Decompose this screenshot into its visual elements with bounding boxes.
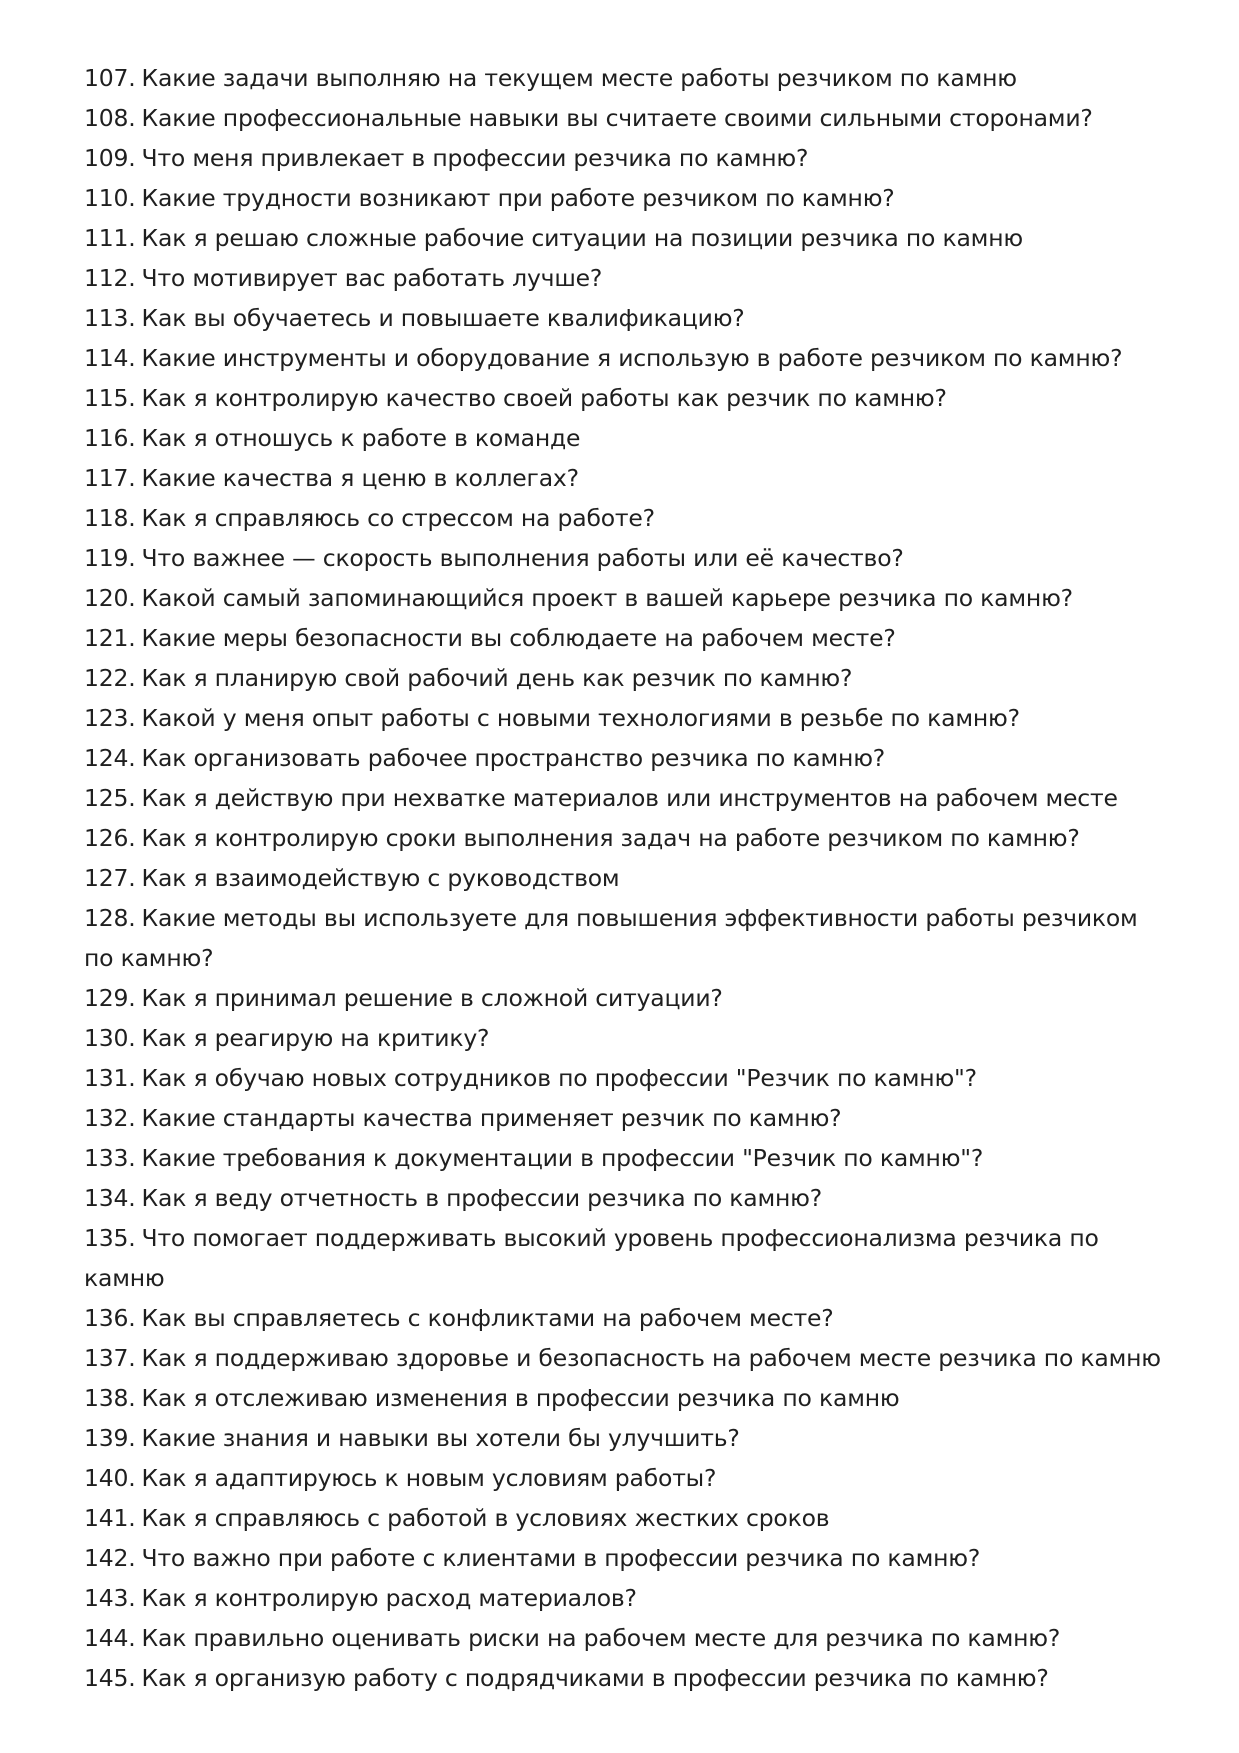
question-list: [84, 58, 1174, 1698]
list-item: [84, 58, 1174, 98]
list-item: [84, 1658, 1174, 1698]
list-item: [84, 1338, 1174, 1378]
question-number: 119.: [84, 544, 136, 572]
question-number: 140.: [84, 1464, 136, 1492]
list-item: [84, 138, 1174, 178]
question-text: Как я отношусь к работе в команде: [141, 424, 581, 452]
question-text: Как я планирую свой рабочий день как резчик по камню?: [141, 664, 853, 692]
list-item: [84, 898, 1174, 978]
question-text: Какие трудности возникают при работе резчиком по камню?: [141, 184, 895, 212]
question-number: 121.: [84, 624, 136, 652]
question-text: Как вы обучаетесь и повышаете квалификацию?: [141, 304, 745, 332]
question-number: 144.: [84, 1624, 136, 1652]
question-number: 137.: [84, 1344, 136, 1372]
question-text: Какие меры безопасности вы соблюдаете на рабочем месте?: [141, 624, 896, 652]
list-item: [84, 258, 1174, 298]
question-number: 114.: [84, 344, 136, 372]
question-number: 145.: [84, 1664, 136, 1692]
list-item: [84, 658, 1174, 698]
question-number: 132.: [84, 1104, 136, 1132]
question-text: Как я веду отчетность в профессии резчика по камню?: [141, 1184, 823, 1212]
question-text: Какие задачи выполняю на текущем месте работы резчиком по камню: [141, 64, 1017, 92]
question-text: Что меня привлекает в профессии резчика по камню?: [141, 144, 809, 172]
question-number: 122.: [84, 664, 136, 692]
list-item: [84, 1578, 1174, 1618]
question-number: 123.: [84, 704, 136, 732]
question-number: 118.: [84, 504, 136, 532]
question-number: 136.: [84, 1304, 136, 1332]
question-text: Какие профессиональные навыки вы считаете своими сильными сторонами?: [141, 104, 1093, 132]
question-number: 138.: [84, 1384, 136, 1412]
question-number: 141.: [84, 1504, 136, 1532]
list-item: [84, 578, 1174, 618]
question-text: Какие методы вы используете для повышения эффективности работы резчиком по камню?: [84, 904, 1138, 972]
list-item: [84, 778, 1174, 818]
question-number: 139.: [84, 1424, 136, 1452]
question-number: 143.: [84, 1584, 136, 1612]
question-number: 134.: [84, 1184, 136, 1212]
list-item: [84, 538, 1174, 578]
list-item: [84, 1458, 1174, 1498]
list-item: [84, 1058, 1174, 1098]
question-number: 135.: [84, 1224, 136, 1252]
list-item: [84, 498, 1174, 538]
question-text: Какой самый запоминающийся проект в вашей карьере резчика по камню?: [141, 584, 1073, 612]
question-number: 110.: [84, 184, 136, 212]
question-number: 142.: [84, 1544, 136, 1572]
document-page: [84, 58, 1174, 1698]
list-item: [84, 218, 1174, 258]
question-number: 107.: [84, 64, 136, 92]
question-text: Как я отслеживаю изменения в профессии резчика по камню: [141, 1384, 900, 1412]
question-text: Как я справляюсь с работой в условиях жестких сроков: [141, 1504, 830, 1532]
question-number: 133.: [84, 1144, 136, 1172]
list-item: [84, 1378, 1174, 1418]
list-item: [84, 1538, 1174, 1578]
question-text: Как я контролирую качество своей работы как резчик по камню?: [141, 384, 947, 412]
question-text: Что помогает поддерживать высокий уровень профессионализма резчика по камню: [84, 1224, 1099, 1292]
question-text: Какой у меня опыт работы с новыми технологиями в резьбе по камню?: [141, 704, 1020, 732]
question-text: Что важно при работе с клиентами в профессии резчика по камню?: [141, 1544, 981, 1572]
question-text: Какие требования к документации в профессии "Резчик по камню"?: [141, 1144, 984, 1172]
question-text: Как вы справляетесь с конфликтами на рабочем месте?: [141, 1304, 834, 1332]
list-item: [84, 1218, 1174, 1298]
question-text: Какие качества я ценю в коллегах?: [141, 464, 579, 492]
list-item: [84, 418, 1174, 458]
question-number: 120.: [84, 584, 136, 612]
list-item: [84, 298, 1174, 338]
list-item: [84, 1098, 1174, 1138]
list-item: [84, 1178, 1174, 1218]
list-item: [84, 698, 1174, 738]
question-number: 128.: [84, 904, 136, 932]
question-text: Какие знания и навыки вы хотели бы улучшить?: [141, 1424, 740, 1452]
question-text: Как я организую работу с подрядчиками в профессии резчика по камню?: [141, 1664, 1049, 1692]
question-number: 125.: [84, 784, 136, 812]
question-text: Как я справляюсь со стрессом на работе?: [141, 504, 655, 532]
list-item: [84, 858, 1174, 898]
list-item: [84, 1018, 1174, 1058]
list-item: [84, 1298, 1174, 1338]
question-text: Как я контролирую расход материалов?: [141, 1584, 637, 1612]
list-item: [84, 1418, 1174, 1458]
question-text: Как я реагирую на критику?: [141, 1024, 490, 1052]
question-text: Какие инструменты и оборудование я использую в работе резчиком по камню?: [141, 344, 1123, 372]
question-text: Что мотивирует вас работать лучше?: [141, 264, 603, 292]
list-item: [84, 98, 1174, 138]
question-number: 130.: [84, 1024, 136, 1052]
question-number: 112.: [84, 264, 136, 292]
question-number: 131.: [84, 1064, 136, 1092]
question-text: Как я адаптируюсь к новым условиям работы?: [141, 1464, 717, 1492]
question-number: 113.: [84, 304, 136, 332]
question-text: Как правильно оценивать риски на рабочем месте для резчика по камню?: [141, 1624, 1061, 1652]
list-item: [84, 1138, 1174, 1178]
list-item: [84, 618, 1174, 658]
question-text: Как я обучаю новых сотрудников по профессии "Резчик по камню"?: [141, 1064, 977, 1092]
list-item: [84, 378, 1174, 418]
question-number: 126.: [84, 824, 136, 852]
list-item: [84, 178, 1174, 218]
question-text: Как я взаимодействую с руководством: [141, 864, 620, 892]
question-number: 109.: [84, 144, 136, 172]
list-item: [84, 1618, 1174, 1658]
question-number: 117.: [84, 464, 136, 492]
list-item: [84, 818, 1174, 858]
question-text: Как организовать рабочее пространство резчика по камню?: [141, 744, 886, 772]
question-number: 124.: [84, 744, 136, 772]
question-number: 127.: [84, 864, 136, 892]
question-number: 115.: [84, 384, 136, 412]
question-text: Как я контролирую сроки выполнения задач на работе резчиком по камню?: [141, 824, 1080, 852]
list-item: [84, 458, 1174, 498]
list-item: [84, 978, 1174, 1018]
question-text: Как я принимал решение в сложной ситуации?: [141, 984, 723, 1012]
question-number: 116.: [84, 424, 136, 452]
question-text: Что важнее — скорость выполнения работы или её качество?: [141, 544, 904, 572]
question-number: 108.: [84, 104, 136, 132]
list-item: [84, 338, 1174, 378]
question-number: 129.: [84, 984, 136, 1012]
question-text: Как я решаю сложные рабочие ситуации на позиции резчика по камню: [141, 224, 1023, 252]
question-number: 111.: [84, 224, 136, 252]
list-item: [84, 738, 1174, 778]
question-text: Как я действую при нехватке материалов или инструментов на рабочем месте: [141, 784, 1118, 812]
question-text: Какие стандарты качества применяет резчик по камню?: [141, 1104, 842, 1132]
question-text: Как я поддерживаю здоровье и безопасность на рабочем месте резчика по камню: [141, 1344, 1161, 1372]
list-item: [84, 1498, 1174, 1538]
